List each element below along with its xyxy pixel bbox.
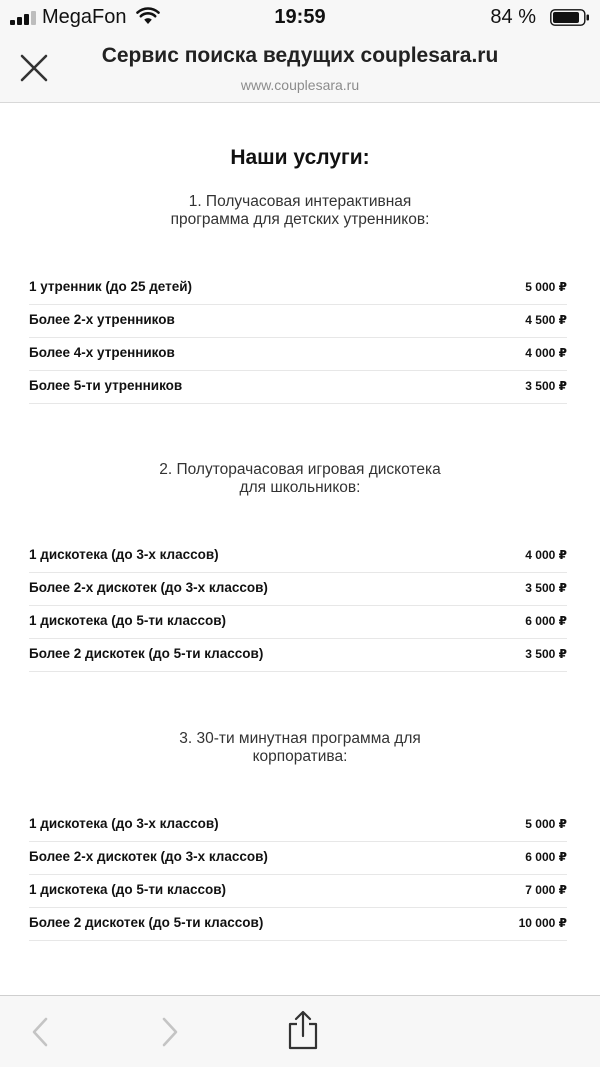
page-content xyxy=(0,103,600,995)
page-title: Сервис поиска ведущих couplesara.ru xyxy=(101,44,499,67)
service-name: Более 4-х утренников xyxy=(29,345,175,360)
service-price: 7 000 ₽ xyxy=(525,883,567,897)
service-name: Более 2-х дискотек (до 3-х классов) xyxy=(29,580,268,595)
price-row xyxy=(29,271,567,305)
share-icon[interactable] xyxy=(284,1010,322,1050)
section-title: 3. 30-ти минутная программа для корпоратива: xyxy=(179,730,421,765)
forward-icon[interactable] xyxy=(152,1014,188,1050)
price-row xyxy=(29,304,567,338)
browser-toolbar xyxy=(0,995,600,1067)
browser-header xyxy=(0,34,600,103)
price-row xyxy=(29,638,567,672)
back-icon[interactable] xyxy=(22,1014,58,1050)
price-row xyxy=(29,572,567,606)
status-bar xyxy=(0,0,600,34)
price-row xyxy=(29,874,567,908)
status-time: 19:59 xyxy=(274,6,326,28)
service-name: Более 2-х утренников xyxy=(29,312,175,327)
service-price: 4 000 ₽ xyxy=(525,548,567,562)
service-name: 1 дискотека (до 3-х классов) xyxy=(29,816,219,831)
price-row xyxy=(29,841,567,875)
service-name: Более 2 дискотек (до 5-ти классов) xyxy=(29,915,264,930)
close-icon[interactable] xyxy=(18,52,50,84)
battery-percent: 84 % xyxy=(490,6,536,28)
battery-icon xyxy=(550,9,590,26)
section-title: 1. Получасовая интерактивная программа для детских утренников: xyxy=(170,193,430,228)
service-price: 10 000 ₽ xyxy=(518,916,567,930)
price-row xyxy=(29,605,567,639)
service-name: Более 5-ти утренников xyxy=(29,378,183,393)
service-price: 3 500 ₽ xyxy=(525,379,567,393)
service-price: 6 000 ₽ xyxy=(525,850,567,864)
page-url: www.couplesara.ru xyxy=(240,77,360,93)
price-row xyxy=(29,539,567,573)
price-row xyxy=(29,337,567,371)
service-price: 5 000 ₽ xyxy=(525,817,567,831)
service-price: 4 500 ₽ xyxy=(525,313,567,327)
carrier-name: MegaFon xyxy=(42,6,127,28)
section-title: 2. Полуторачасовая игровая дискотека для школьников: xyxy=(159,461,441,496)
service-price: 4 000 ₽ xyxy=(525,346,567,360)
price-row xyxy=(29,907,567,941)
service-name: 1 дискотека (до 5-ти классов) xyxy=(29,882,227,897)
service-name: Более 2 дискотек (до 5-ти классов) xyxy=(29,646,264,661)
service-price: 5 000 ₽ xyxy=(525,280,567,294)
service-price: 6 000 ₽ xyxy=(525,614,567,628)
service-name: 1 утренник (до 25 детей) xyxy=(29,279,193,294)
service-name: Более 2-х дискотек (до 3-х классов) xyxy=(29,849,268,864)
price-row xyxy=(29,808,567,842)
service-price: 3 500 ₽ xyxy=(525,581,567,595)
service-price: 3 500 ₽ xyxy=(525,647,567,661)
price-row xyxy=(29,370,567,404)
services-heading: Наши услуги: xyxy=(230,146,370,169)
service-name: 1 дискотека (до 3-х классов) xyxy=(29,547,219,562)
service-name: 1 дискотека (до 5-ти классов) xyxy=(29,613,227,628)
